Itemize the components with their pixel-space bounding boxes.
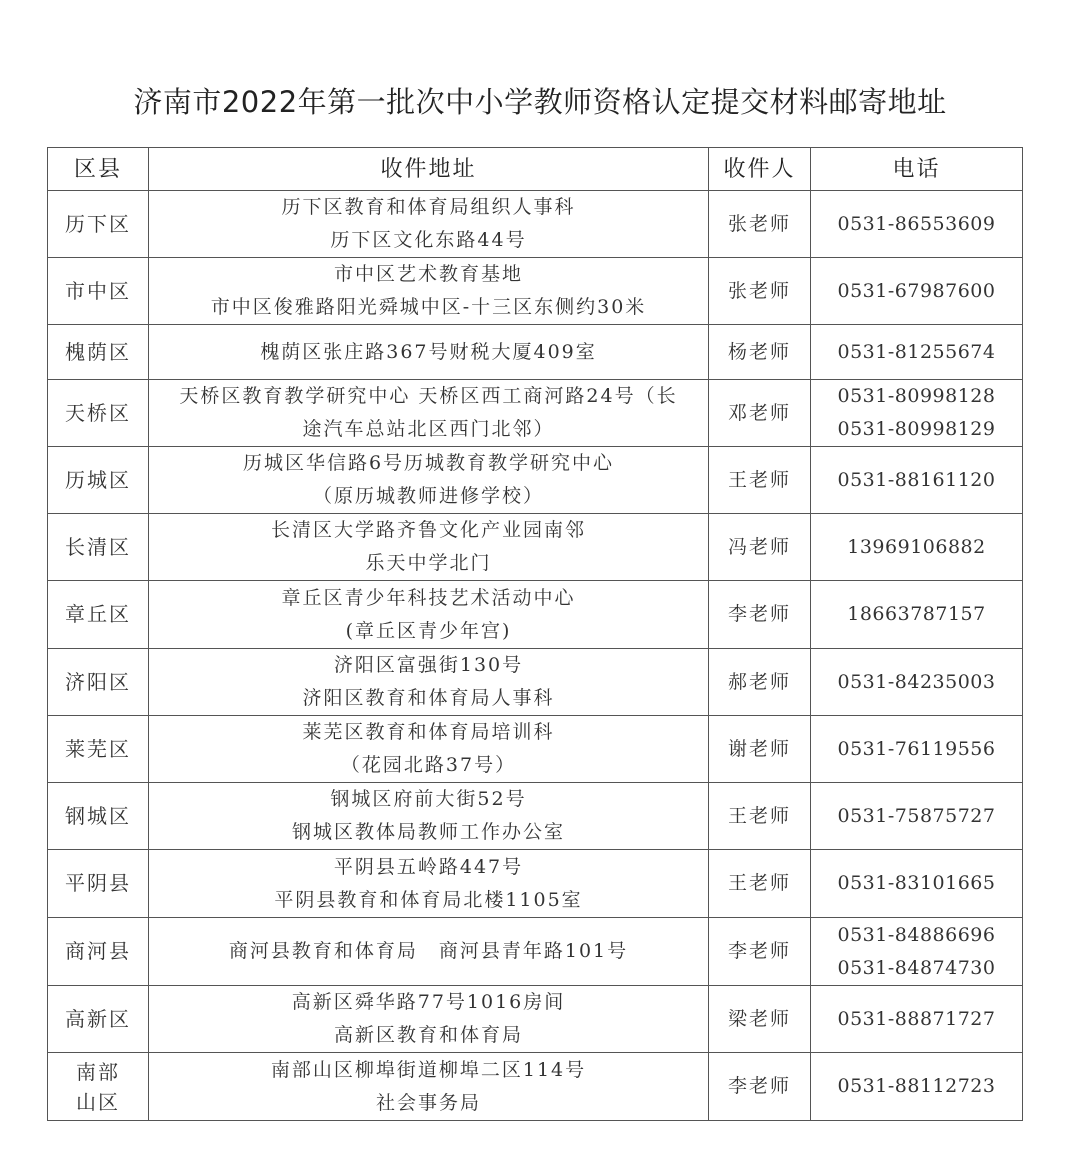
address-cell	[149, 850, 709, 918]
recipient-cell: 张老师	[709, 191, 811, 258]
address-cell	[149, 1053, 709, 1121]
recipient-cell: 张老师	[709, 258, 811, 325]
table-row	[48, 325, 1023, 380]
table-row	[48, 191, 1023, 258]
phone-cell-line: 0531-67987600	[837, 279, 996, 302]
district-cell	[48, 380, 149, 447]
address-cell-line: 槐荫区张庄路367号财税大厦409室	[260, 340, 597, 363]
phone-cell-line: 0531-81255674	[837, 340, 996, 363]
district-cell	[48, 850, 149, 918]
phone-cell-line: 0531-88871727	[837, 1007, 996, 1030]
address-cell-line: 历下区教育和体育局组织人事科	[281, 196, 576, 218]
district-cell	[48, 918, 149, 986]
address-cell	[149, 447, 709, 514]
recipient-cell: 王老师	[709, 850, 811, 918]
district-cell-line: 钢城区	[65, 803, 131, 828]
recipient-cell: 邓老师	[709, 380, 811, 447]
address-cell-line: 长清区大学路齐鲁文化产业园南邻	[270, 519, 586, 541]
address-cell-line: 高新区舜华路77号1016房间	[291, 991, 566, 1013]
address-cell	[149, 918, 709, 986]
district-cell-line: 莱芜区	[65, 736, 131, 761]
phone-cell-line: 0531-84235003	[837, 670, 996, 693]
address-cell-line: 市中区俊雅路阳光舜城中区-十三区东侧约30米	[210, 296, 647, 318]
phone-cell	[811, 783, 1023, 850]
phone-cell-line: 0531-84886696	[837, 923, 996, 946]
phone-cell-line: 13969106882	[847, 535, 986, 558]
recipient-cell: 谢老师	[709, 716, 811, 783]
district-cell	[48, 447, 149, 514]
district-cell	[48, 514, 149, 581]
header-district: 区县	[48, 148, 149, 191]
district-cell	[48, 649, 149, 716]
district-cell-line: 章丘区	[65, 602, 131, 626]
address-cell	[149, 191, 709, 258]
district-cell-line: 市中区	[65, 278, 131, 303]
district-cell-line: 商河县	[65, 939, 131, 963]
phone-cell-line: 0531-80998128	[837, 385, 996, 407]
district-cell	[48, 581, 149, 649]
table-row	[48, 918, 1023, 986]
address-cell-line: 商河县教育和体育局 商河县青年路101号	[228, 940, 629, 962]
address-cell-line: 天桥区教育教学研究中心 天桥区西工商河路24号（长	[179, 385, 678, 407]
phone-cell-line: 0531-75875727	[837, 804, 996, 827]
phone-cell	[811, 918, 1023, 986]
district-cell-line: 高新区	[65, 1006, 131, 1031]
address-cell-line: 市中区艺术教育基地	[333, 263, 523, 285]
district-cell	[48, 986, 149, 1053]
address-cell	[149, 258, 709, 325]
table-row	[48, 380, 1023, 447]
phone-cell	[811, 325, 1023, 380]
address-cell-line: 济阳区教育和体育局人事科	[302, 687, 555, 709]
recipient-cell: 冯老师	[709, 514, 811, 581]
phone-cell	[811, 649, 1023, 716]
address-cell-line: 平阴县五岭路447号	[333, 855, 524, 878]
table-row	[48, 1053, 1023, 1121]
address-cell	[149, 716, 709, 783]
district-cell-line: 历城区	[65, 467, 131, 492]
phone-cell-line: 18663787157	[847, 603, 986, 625]
table-row	[48, 783, 1023, 850]
phone-cell-line: 0531-86553609	[837, 212, 996, 235]
district-cell	[48, 716, 149, 783]
address-cell-line: 章丘区青少年科技艺术活动中心	[281, 586, 576, 609]
phone-cell-line: 0531-88112723	[837, 1075, 996, 1097]
header-address: 收件地址	[149, 148, 709, 191]
phone-cell	[811, 191, 1023, 258]
district-cell-line: 平阴县	[65, 871, 131, 895]
address-cell-line: 平阴县教育和体育局北楼1105室	[274, 888, 583, 911]
phone-cell	[811, 380, 1023, 447]
table-header-row	[48, 148, 1023, 191]
address-cell-line: 社会事务局	[375, 1091, 481, 1114]
district-cell-line: 天桥区	[65, 400, 131, 425]
address-cell-line: （花园北路37号）	[340, 754, 517, 776]
address-cell	[149, 325, 709, 380]
header-phone: 电话	[811, 148, 1023, 191]
page-title: 济南市2022年第一批次中小学教师资格认定提交材料邮寄地址	[133, 85, 947, 119]
district-cell-line: 槐荫区	[65, 339, 131, 364]
district-cell	[48, 191, 149, 258]
table-row	[48, 649, 1023, 716]
address-cell-line: 高新区教育和体育局	[333, 1024, 523, 1046]
address-cell	[149, 649, 709, 716]
table-row	[48, 716, 1023, 783]
address-cell-line: 钢城区教体局教师工作办公室	[291, 821, 565, 843]
address-cell-line: 途汽车总站北区西门北邻）	[302, 418, 555, 440]
recipient-cell: 李老师	[709, 581, 811, 649]
address-cell-line: （原历城教师进修学校）	[312, 485, 544, 507]
district-cell-line: 山区	[76, 1089, 120, 1114]
address-cell-line: 莱芜区教育和体育局培训科	[302, 721, 555, 743]
phone-cell	[811, 258, 1023, 325]
header-recipient: 收件人	[709, 148, 811, 191]
district-cell	[48, 1053, 149, 1121]
recipient-cell: 李老师	[709, 1053, 811, 1121]
address-cell-line: 南部山区柳埠街道柳埠二区114号	[270, 1058, 587, 1081]
address-cell	[149, 380, 709, 447]
district-cell-line: 长清区	[65, 534, 131, 559]
address-cell-line: 乐天中学北门	[365, 552, 492, 574]
district-cell-line: 济阳区	[65, 669, 131, 694]
table-row	[48, 447, 1023, 514]
recipient-cell: 王老师	[709, 783, 811, 850]
recipient-cell: 梁老师	[709, 986, 811, 1053]
table-row	[48, 986, 1023, 1053]
phone-cell	[811, 447, 1023, 514]
address-cell-line: 历城区华信路6号历城教育教学研究中心	[242, 452, 615, 474]
recipient-cell: 郝老师	[709, 649, 811, 716]
table-row	[48, 258, 1023, 325]
phone-cell	[811, 514, 1023, 581]
district-cell-line: 南部	[76, 1059, 120, 1084]
address-table	[47, 147, 1023, 1121]
address-cell-line: 钢城区府前大街52号	[330, 788, 527, 810]
address-cell	[149, 514, 709, 581]
district-cell	[48, 258, 149, 325]
phone-cell-line: 0531-76119556	[837, 737, 996, 760]
recipient-cell: 王老师	[709, 447, 811, 514]
recipient-cell: 杨老师	[709, 325, 811, 380]
phone-cell-line: 0531-80998129	[837, 418, 996, 440]
phone-cell	[811, 850, 1023, 918]
phone-cell-line: 0531-84874730	[837, 956, 996, 979]
district-cell	[48, 783, 149, 850]
phone-cell	[811, 716, 1023, 783]
table-row	[48, 514, 1023, 581]
district-cell	[48, 325, 149, 380]
phone-cell	[811, 581, 1023, 649]
recipient-cell: 李老师	[709, 918, 811, 986]
phone-cell-line: 0531-88161120	[837, 468, 996, 491]
table-row	[48, 850, 1023, 918]
phone-cell-line: 0531-83101665	[837, 872, 996, 894]
district-cell-line: 历下区	[65, 211, 131, 236]
address-cell	[149, 986, 709, 1053]
address-cell-line: 济阳区富强街130号	[333, 654, 524, 676]
address-cell-line: (章丘区青少年宫)	[345, 619, 512, 642]
phone-cell	[811, 1053, 1023, 1121]
phone-cell	[811, 986, 1023, 1053]
address-cell	[149, 783, 709, 850]
address-cell-line: 历下区文化东路44号	[330, 229, 527, 251]
address-cell	[149, 581, 709, 649]
table-row	[48, 581, 1023, 649]
